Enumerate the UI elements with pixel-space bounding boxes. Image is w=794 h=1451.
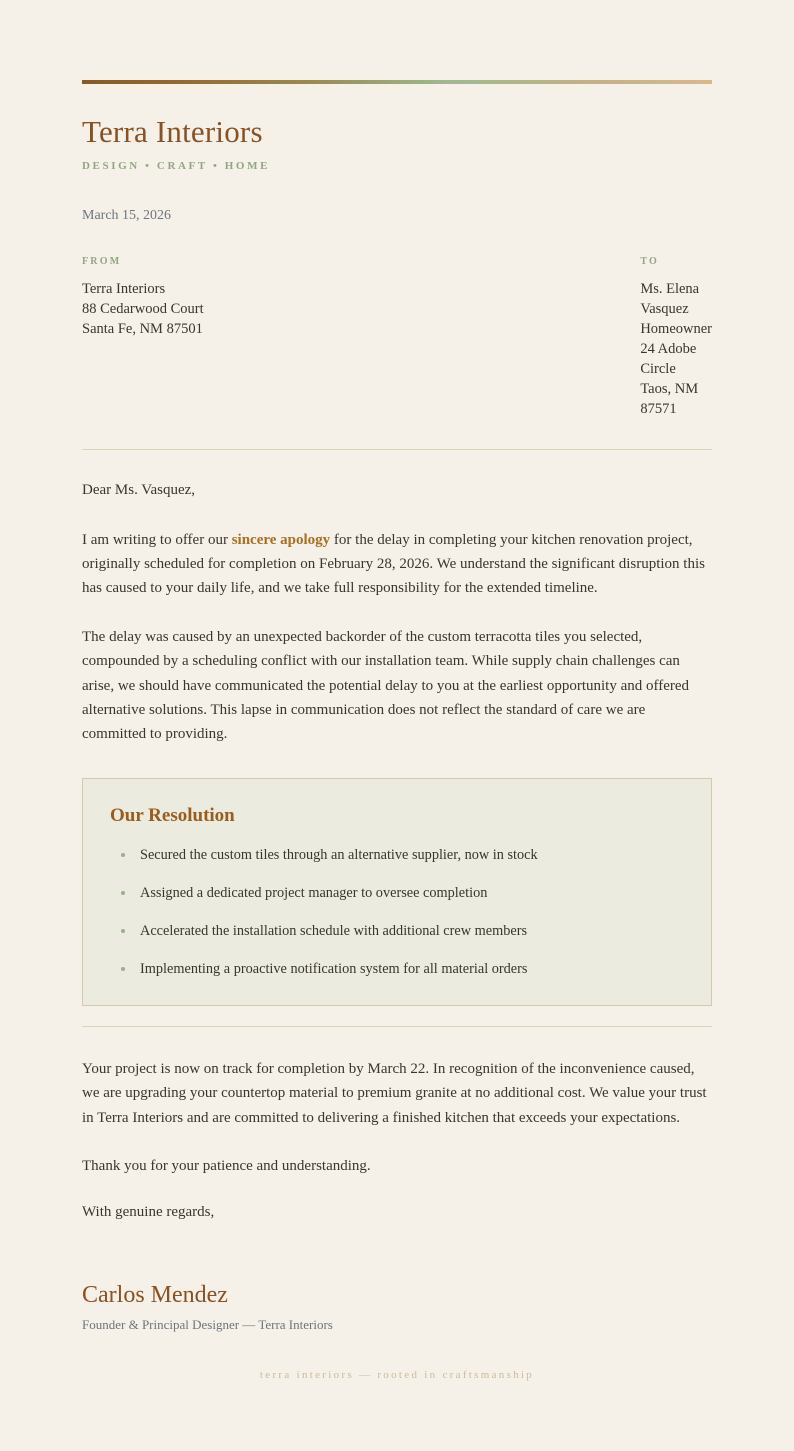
signature-title: Founder & Principal Designer — Terra Interiors bbox=[82, 1317, 333, 1333]
resolution-list bbox=[110, 845, 683, 979]
brand-tagline: DESIGN • CRAFT • HOME bbox=[82, 159, 271, 172]
salutation: Dear Ms. Vasquez, bbox=[82, 481, 196, 498]
thanks-line: Thank you for your patience and understanding. bbox=[82, 1158, 371, 1175]
resolution-title: Our Resolution bbox=[110, 804, 235, 826]
para1-text-after: for the delay in completing your kitchen renovation project, originally scheduled for completion on February 28, 2026. We understand the significant disruption this has caused to your daily life, and we take full responsibility for the extended timeline. bbox=[82, 531, 705, 597]
from-line: 88 Cedarwood Court bbox=[82, 300, 204, 317]
letterhead bbox=[82, 84, 712, 172]
to-line: 24 Adobe Circle bbox=[640, 340, 697, 377]
list-item-label: Assigned a dedicated project manager to oversee completion bbox=[140, 884, 488, 901]
letter-date: March 15, 2026 bbox=[82, 207, 172, 223]
bullet-icon bbox=[121, 967, 125, 971]
to-line: Ms. Elena Vasquez bbox=[640, 280, 700, 317]
letter-page bbox=[0, 80, 794, 1451]
resolution-callout bbox=[82, 778, 712, 1006]
bullet-icon bbox=[121, 853, 125, 857]
body-paragraph-1 bbox=[82, 528, 712, 601]
signature-block bbox=[82, 1282, 712, 1333]
regards-line: With genuine regards, bbox=[82, 1204, 215, 1221]
address-block bbox=[82, 256, 712, 419]
list-item bbox=[110, 845, 683, 865]
from-address bbox=[82, 256, 392, 419]
bullet-icon bbox=[121, 891, 125, 895]
bullet-icon bbox=[121, 929, 125, 933]
list-item bbox=[110, 959, 683, 979]
body-paragraph-2: The delay was caused by an unexpected backorder of the custom terracotta tiles you selected, compounded by a scheduling conflict with our installation team. While supply chain challenges can arise, we should have communicated the potential delay to you at the earliest opportunity and offered alternative solutions. This lapse in communication does not reflect the standard of care we are committed to providing. bbox=[82, 628, 690, 743]
page-footer: terra interiors — rooted in craftsmanship bbox=[259, 1369, 535, 1382]
letter-body bbox=[82, 450, 712, 747]
para1-text-before: I am writing to offer our bbox=[82, 531, 232, 548]
from-label: FROM bbox=[82, 255, 122, 267]
signature-name: Carlos Mendez bbox=[82, 1282, 228, 1309]
to-line: Taos, NM 87571 bbox=[640, 380, 699, 417]
list-item-label: Secured the custom tiles through an alternative supplier, now in stock bbox=[140, 846, 538, 863]
list-item-label: Accelerated the installation schedule with additional crew members bbox=[140, 922, 528, 939]
to-label: TO bbox=[640, 255, 659, 267]
list-item bbox=[110, 883, 683, 903]
to-address bbox=[392, 256, 712, 419]
from-line: Santa Fe, NM 87501 bbox=[82, 320, 203, 337]
closing-paragraph: Your project is now on track for completion by March 22. In recognition of the inconvenience caused, we are upgrading your countertop material to premium granite at no additional cost. We value your trust in Terra Interiors and are committed to delivering a finished kitchen that exceeds your expectations. bbox=[82, 1060, 707, 1126]
from-line: Terra Interiors bbox=[82, 280, 166, 297]
to-line: Homeowner bbox=[640, 320, 712, 337]
closing-block bbox=[82, 1027, 712, 1224]
list-item-label: Implementing a proactive notification system for all material orders bbox=[140, 960, 528, 977]
list-item bbox=[110, 921, 683, 941]
sincere-apology-emphasis: sincere apology bbox=[231, 531, 331, 548]
page-title: Terra Interiors bbox=[82, 114, 263, 149]
